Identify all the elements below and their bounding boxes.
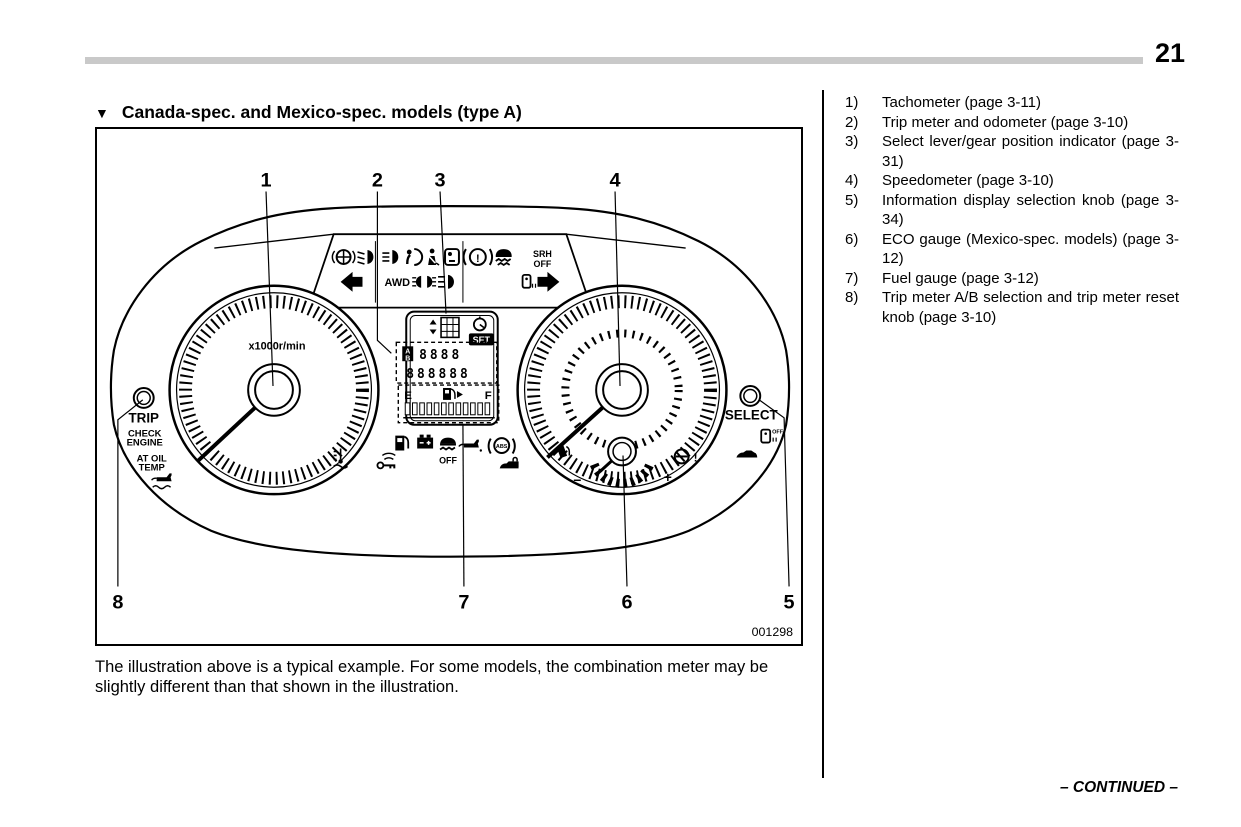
list-item (845, 171, 1179, 191)
callout-8: 8 (112, 591, 124, 614)
select-knob (740, 386, 760, 406)
callout-4: 4 (609, 169, 621, 192)
figure-caption: The illustration above is a typical example. For some models, the combination meter may be slightly different than that shown in the illustration. (95, 658, 769, 696)
srh-off-indicator (533, 249, 552, 269)
combination-meter-illustration (97, 129, 801, 644)
list-item (845, 113, 1179, 133)
list-item-number: 3) (845, 133, 859, 150)
list-item (845, 93, 1179, 113)
list-item (845, 230, 1179, 269)
list-item (845, 288, 1179, 327)
parts-list (845, 93, 1179, 327)
list-item-text: Fuel gauge (page 3-12) (882, 269, 1039, 287)
fuel-full-label: F (484, 389, 492, 402)
set-badge (469, 333, 494, 345)
list-item-number: 7) (845, 269, 859, 287)
section-title: Canada-spec. and Mexico-spec. models (type A) (121, 102, 522, 122)
svg-text:A: A (405, 348, 411, 356)
list-item (845, 269, 1179, 289)
svg-text:OFF: OFF (772, 429, 784, 436)
list-item-text: Information display selection knob (page 3-34) (882, 191, 1179, 228)
check-engine-label-2: ENGINE (126, 436, 163, 448)
callout-5: 5 (783, 591, 795, 614)
list-item-text: Select lever/gear position indicator (page 3-31) (882, 133, 1179, 170)
trip-meter-digits: 8888 (419, 348, 463, 364)
awd-indicator: AWD (384, 276, 411, 289)
callout-7: 7 (458, 591, 470, 614)
at-oil-temp-label-1: AT OIL (136, 452, 167, 464)
section-heading (95, 102, 522, 123)
page-number: 21 (1154, 38, 1185, 68)
svg-text:ABS: ABS (495, 444, 508, 451)
odometer-digits: 888888 (406, 367, 471, 383)
list-item-text: Speedometer (page 3-10) (882, 172, 1054, 189)
list-item-text: Trip meter and odometer (page 3-10) (882, 113, 1129, 131)
list-item-number: 1) (845, 94, 859, 111)
svg-text:B: B (405, 355, 411, 363)
header-rule (85, 57, 1143, 64)
svg-text:!: ! (476, 252, 480, 265)
list-item-number: 4) (845, 172, 859, 189)
list-item-number: 6) (845, 230, 859, 248)
callout-1: 1 (260, 169, 272, 192)
svg-text:!: ! (693, 450, 698, 465)
figure-box (95, 127, 803, 646)
list-item-number: 8) (845, 289, 859, 306)
svg-text:SET: SET (472, 334, 491, 345)
continued-footer: – CONTINUED – (1060, 779, 1178, 796)
list-item (845, 132, 1179, 171)
section-marker-icon: ▼ (95, 104, 109, 121)
tachometer-unit-label: x1000r/min (248, 340, 306, 353)
callout-3: 3 (434, 169, 446, 192)
list-item-number: 2) (845, 113, 859, 131)
select-button-label: SELECT (724, 407, 778, 423)
eco-minus-label: − (573, 472, 582, 489)
trip-ab-badge (402, 346, 413, 362)
tachometer (170, 286, 379, 494)
information-display (396, 312, 498, 425)
figure-code: 001298 (751, 625, 794, 640)
check-engine-label-1: CHECK (127, 427, 162, 439)
column-divider (822, 90, 824, 778)
svg-text:OFF: OFF (533, 258, 552, 269)
list-item-text: Tachometer (page 3-11) (882, 94, 1041, 111)
svg-text:OFF: OFF (439, 455, 457, 466)
list-item (845, 191, 1179, 230)
callout-6: 6 (621, 591, 633, 614)
indicator-banner (309, 234, 591, 307)
list-item-text: Trip meter A/B selection and trip meter reset knob (page 3-10) (882, 289, 1179, 326)
trip-button-label: TRIP (128, 410, 160, 426)
callout-2: 2 (371, 169, 383, 192)
fuel-empty-label: E (404, 389, 412, 402)
svg-text:SRH: SRH (533, 249, 552, 260)
at-oil-temp-label-2: TEMP (138, 461, 165, 473)
speedometer (518, 286, 727, 494)
list-item-number: 5) (845, 191, 859, 209)
eco-plus-label: + (663, 469, 672, 486)
list-item-text: ECO gauge (Mexico-spec. models) (page 3-12) (882, 230, 1179, 267)
